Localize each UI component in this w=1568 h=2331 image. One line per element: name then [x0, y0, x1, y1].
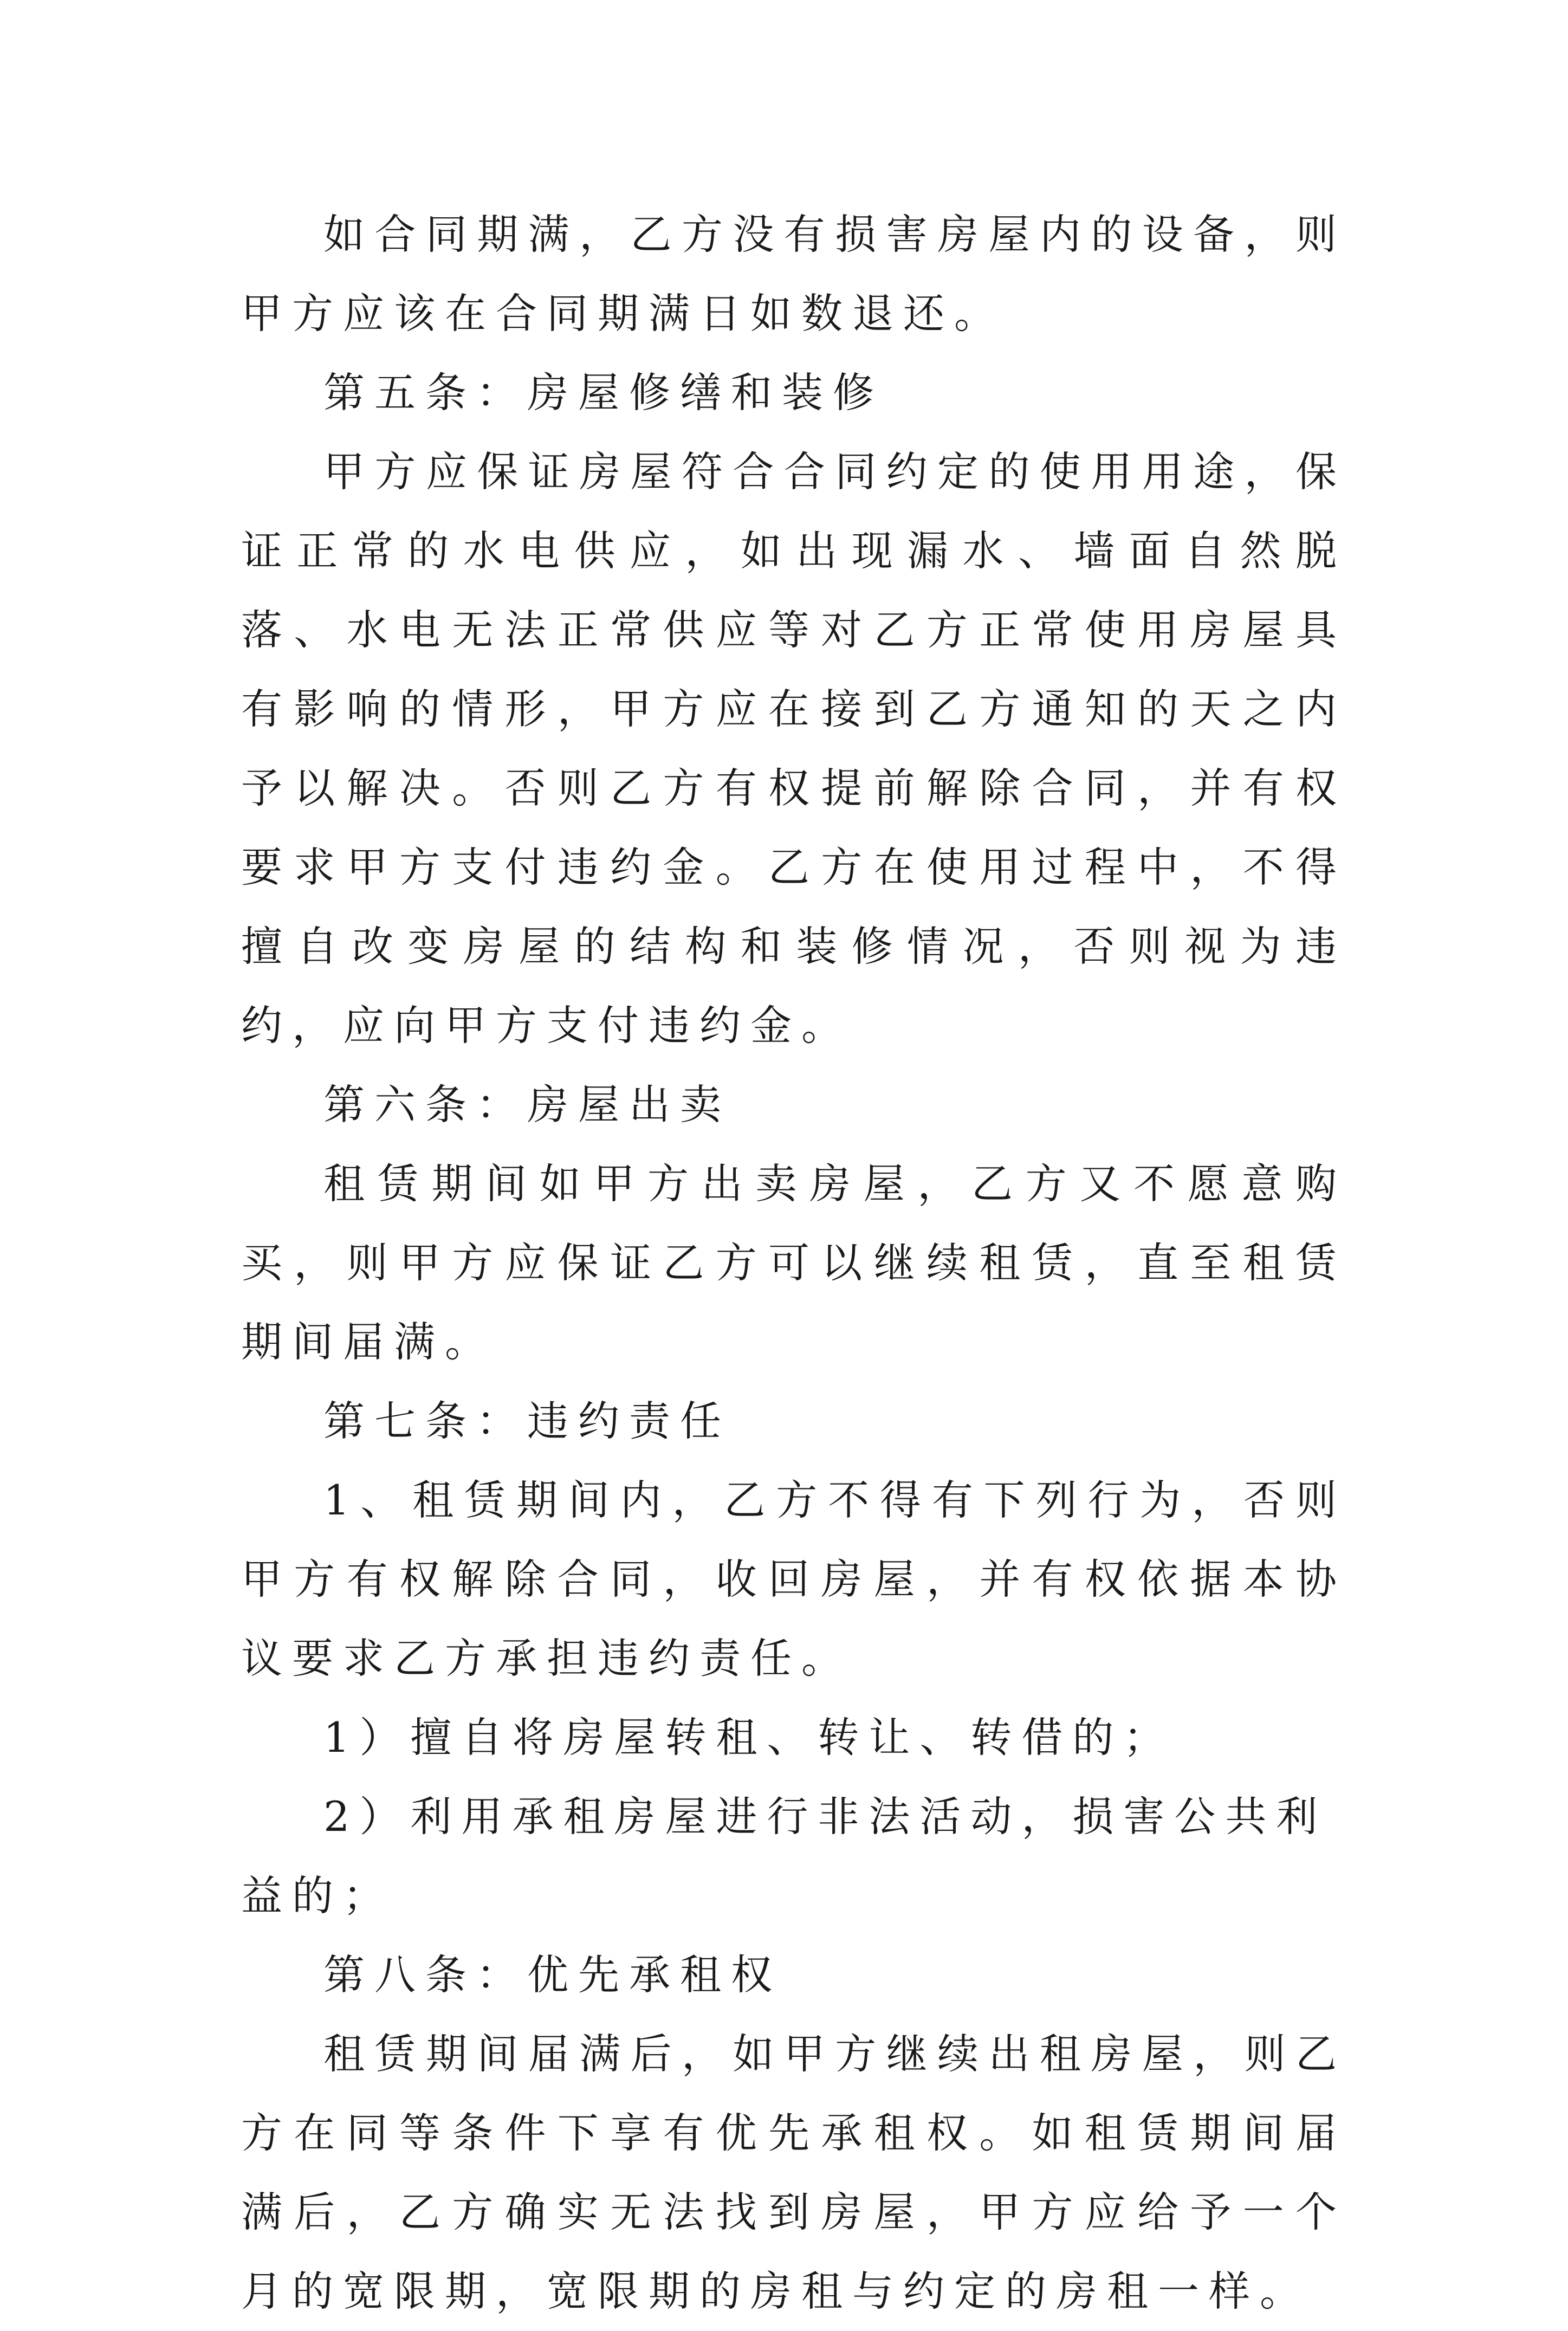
article-6-heading: 第六条：房屋出卖	[323, 1080, 731, 1129]
article-5-body: 甲方应保证房屋符合合同约定的使用用途，保证正常的水电供应，如出现漏水、墙面自然脱落、水电无法正常供应等对乙方正常使用房屋具有影响的情形，甲方应在接到乙方通知的天之内予以解决。否则乙方有权提前解除合同，并有权要求甲方支付违约金。乙方在使用过程中，不得擅自改变房屋的结构和装修情况，否则视为违约，应向甲方支付违约金。	[241, 448, 1346, 1050]
article-7-clause-1: 1、租赁期间内，乙方不得有下列行为，否则甲方有权解除合同，收回房屋，并有权依据本协议要求乙方承担违约责任。	[241, 1476, 1346, 1682]
article-7-item-1: 1）擅自将房屋转租、转让、转借的；	[323, 1713, 1175, 1762]
article-8-body: 租赁期间届满后，如甲方继续出租房屋，则乙方在同等条件下享有优先承租权。如租赁期间届满后，乙方确实无法找到房屋，甲方应给予一个月的宽限期，宽限期的房租与约定的房租一样。	[241, 2030, 1346, 2315]
document-body	[241, 195, 1346, 2331]
article-5-heading: 第五条：房屋修缮和装修	[323, 368, 884, 417]
deposit-refund-paragraph: 如合同期满，乙方没有损害房屋内的设备，则甲方应该在合同期满日如数退还。	[241, 210, 1346, 338]
article-6-body: 租赁期间如甲方出卖房屋，乙方又不愿意购买，则甲方应保证乙方可以继续租赁，直至租赁期间届满。	[241, 1160, 1346, 1366]
article-7-item-2: 2）利用承租房屋进行非法活动，损害公共利益的；	[241, 1792, 1327, 1920]
article-7-heading: 第七条：违约责任	[323, 1397, 731, 1445]
article-8-heading: 第八条：优先承租权	[323, 1951, 782, 1999]
